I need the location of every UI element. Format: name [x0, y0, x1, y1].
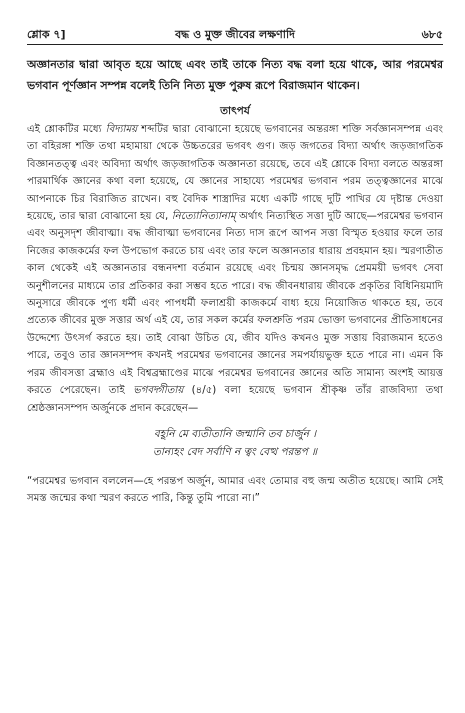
purport-segment: এই শ্লোকটির মধ্যে	[27, 124, 106, 135]
purport-segment: শব্দটির দ্বারা বোঝানো হয়েছে ভগবানের অন্তরঙ্গা শক্তি সর্বজ্ঞানসম্পন্ন এবং তা বহিরঙ্গা শক্তি তথা মহামায়া থেকে উচ্চতরের ভগবৎ গুণ। জড় জগতের বিদ্যা অর্থাৎ জড়জাগতিক বিজ্ঞানতত্ত্ব এবং অবিদ্যা অর্থাৎ জড়জাগতিক অজ্ঞানতা রয়েছে, তবে এই শ্লোকে বিদ্যা বলতে অন্তরঙ্গা পারমার্থিক জ্ঞানের কথা বলা হয়েছে, যে জ্ঞানের সাহায্যে পরমেশ্বর ভগবান পরম তত্ত্বজ্ঞানের মাঝে আপনাকে চির বিরাজিত রাখেন। বহু বৈদিক শাস্ত্রাদির মধ্যে একটি গাছে দুটি পাখির যে দৃষ্টান্ত দেওয়া হয়েছে, তার দ্বারা বোঝানো হয় যে,	[27, 124, 443, 223]
chapter-title: বদ্ধ ও মুক্ত জীবের লক্ষণাদি	[175, 28, 295, 41]
translation-text	[27, 54, 443, 96]
translation-paragraph: অজ্ঞানতার দ্বারা আবৃত হয়ে আছে এবং তাই তাকে নিত্য বদ্ধ বলা হয়ে থাকে, আর পরমেশ্বর ভগবান পূর্ণজ্ঞান সম্পন্ন বলেই তিনি নিত্য মুক্ত পুরুষ রূপে বিরাজমান থাকেন।	[27, 58, 443, 92]
purport-heading: তাৎপর্য	[220, 105, 250, 117]
book-page	[27, 22, 443, 692]
verse-line-1: বহূনি মে ব্যতীতানি জন্মানি তব চার্জুন ।	[153, 427, 317, 440]
purport-segment: (৪/৫) বলা হয়েছে ভগবান শ্রীকৃষ্ণ তাঁর রাজবিদ্যা তথা শ্রেষ্ঠজ্ঞানসম্পদ অর্জুনকে প্রদান করেছেন—	[27, 385, 443, 414]
purport-text	[27, 121, 443, 417]
purport-term-nityo: নিত্যোনিত্যানাম্	[171, 211, 236, 223]
running-header	[27, 22, 443, 45]
purport-term-vidyamaya: বিদ্যাময়	[105, 124, 138, 135]
page-number: ৬৮৫	[421, 28, 443, 41]
sanskrit-verse	[27, 425, 443, 461]
verse-translation	[27, 473, 443, 508]
purport-segment: অর্থাৎ নিত্যস্থিত সত্তা দুটি আছে—পরমেশ্বর ভগবান এবং অনুসদৃশ জীবাত্মা। বদ্ধ জীবাত্মা ভগবানের নিত্য দাস রূপে আপন সত্তা বিস্মৃত হওয়ার ফলে তার নিজের কাজকর্মের ফল উপভোগ করতে চায় এবং তার ফলে অজ্ঞানতার ধারায় প্রবহমান হয়। স্মরণাতীত কাল থেকেই এই অজ্ঞানতার বন্ধনদশা বর্তমান রয়েছে এবং চিন্ময় জ্ঞানসমৃদ্ধ প্রেমময়ী ভগবৎ সেবা অনুশীলনের মাধ্যমে তার প্রতিকার করা সম্ভব হতে পারে। বদ্ধ জীবনধারায় জীবকে প্রকৃতির বিধিনিয়মাদি অনুসারে জীবকে পুণ্য ধর্মী এবং পাপধর্মী ফলাশ্রয়ী কাজকর্মে বাধ্য হয়ে নিয়োজিত থাকতে হয়, তবে প্রত্যেক জীবের মুক্ত সত্তার অর্থ এই যে, তার সকল কর্মের ফলশ্রুতি পরম ভোক্তা ভগবানের প্রীতিসাধনের উদ্দেশ্যে উৎসর্গ করতে হয়। তাই বোঝা উচিত যে, জীব যদিও কখনও মুক্ত সত্তায় বিরাজমান হতেও পারে, তবুও তার জ্ঞানসম্পদ কখনই পরমেশ্বর ভগবানের জ্ঞানের সমপর্যায়ভুক্ত হতে পারে না। এমন কি পরম জীবসত্তা ব্রহ্মাও এই বিশ্বব্রহ্মাণ্ডের মাঝে পরমেশ্বর ভগবানের জ্ঞানের অতি সামান্য অংশই আয়ত্ত করতে পেরেছেন। তাই	[27, 211, 443, 397]
quote-paragraph: “পরমেশ্বর ভগবান বললেন—হে পরন্তপ অর্জুন, আমার এবং তোমার বহু জন্ম অতীত হয়েছে। আমি সেই সমস্ত জন্মের কথা স্মরণ করতে পারি, কিন্তু তুমি পারো না।”	[27, 475, 443, 505]
purport-paragraph	[27, 121, 443, 417]
purport-term-gita: ভগবদ্গীতায়	[133, 385, 184, 397]
verse-line-2: তান্যহং বেদ সর্বাণি ন ত্বং বেত্থ পরন্তপ ॥	[152, 445, 318, 458]
verse-number: শ্লোক ৭]	[27, 28, 66, 41]
